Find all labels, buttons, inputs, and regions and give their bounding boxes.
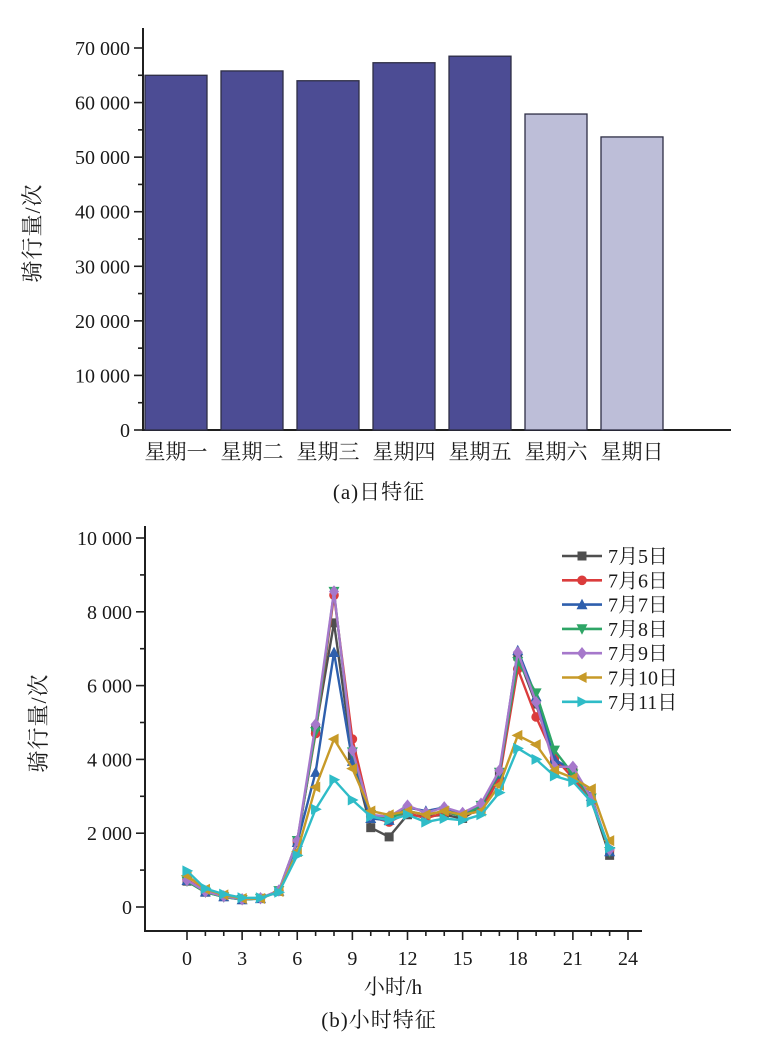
x-tick-label-b: 21 xyxy=(562,948,583,970)
x-tick-label-b: 15 xyxy=(452,948,473,970)
series-4 xyxy=(182,587,616,906)
x-label-5: 星期五 xyxy=(448,440,512,464)
y-tick-label-b: 10 000 xyxy=(77,528,132,550)
x-label-6: 星期六 xyxy=(524,440,588,464)
bar-chart-svg xyxy=(0,0,758,470)
axis-lines-b xyxy=(145,526,642,931)
series-line-4 xyxy=(187,592,610,900)
series-marker-7 xyxy=(311,804,322,815)
caption-a: (a)日特征 xyxy=(332,480,426,504)
x-tick-label-b: 18 xyxy=(507,948,528,970)
ticks-b xyxy=(136,538,628,940)
x-axis-title-b: 小时/h xyxy=(363,975,423,999)
legend-marker-7 xyxy=(577,696,588,707)
x-tick-label-b: 3 xyxy=(237,948,248,970)
bar-5 xyxy=(449,56,511,430)
x-tick-label-b: 12 xyxy=(397,948,418,970)
legend-item-6 xyxy=(562,668,678,690)
series-line-3 xyxy=(187,651,610,900)
caption-b: (b)小时特征 xyxy=(321,1008,437,1032)
legend-label-1: 7月5日 xyxy=(608,546,668,568)
x-label-2: 星期二 xyxy=(220,440,284,464)
legend-label-2: 7月6日 xyxy=(608,570,668,593)
bar-7 xyxy=(601,137,663,430)
legend-label-6: 7月10日 xyxy=(608,667,678,690)
x-tick-label-b: 6 xyxy=(292,948,303,970)
bar-3 xyxy=(297,81,359,430)
y-tick-label-a: 30 000 xyxy=(75,256,130,279)
bar-2 xyxy=(221,71,283,430)
series-line-2 xyxy=(187,595,610,899)
bars xyxy=(145,56,663,430)
x-label-7: 星期日 xyxy=(600,440,664,464)
legend-marker-2 xyxy=(577,576,587,586)
axes-b xyxy=(145,526,642,931)
y-tick-label-a: 50 000 xyxy=(75,147,130,170)
legend-item-1 xyxy=(562,546,668,568)
x-label-3: 星期三 xyxy=(296,440,360,464)
y-tick-label-b: 8 000 xyxy=(87,601,132,624)
legend-marker-1 xyxy=(578,552,587,561)
bar-1 xyxy=(145,75,207,430)
y-tick-label-a: 40 000 xyxy=(75,201,130,224)
bar-4 xyxy=(373,63,435,430)
y-tick-labels-b xyxy=(77,528,132,919)
legend-label-5: 7月9日 xyxy=(608,643,668,666)
y-tick-labels-a xyxy=(75,38,130,442)
x-tick-label-b: 9 xyxy=(347,948,358,970)
y-tick-label-a: 70 000 xyxy=(75,38,130,60)
x-tick-label-b: 24 xyxy=(618,948,638,970)
legend-label-4: 7月8日 xyxy=(608,618,668,641)
y-axis-title-a: 骑行量/次 xyxy=(20,183,45,283)
y-tick-label-a: 0 xyxy=(120,420,130,442)
y-tick-label-b: 4 000 xyxy=(87,749,132,772)
legend-item-5 xyxy=(562,643,668,665)
x-label-4: 星期四 xyxy=(372,440,436,464)
x-tick-label-b: 0 xyxy=(182,948,192,970)
x-labels-a xyxy=(145,440,664,464)
legend-item-7 xyxy=(562,692,677,714)
series-marker-1 xyxy=(366,823,375,832)
series-marker-1 xyxy=(385,832,394,841)
legend-marker-6 xyxy=(576,672,587,683)
series-group xyxy=(181,585,616,905)
legend-item-3 xyxy=(562,595,668,617)
bar-6 xyxy=(525,114,587,430)
y-tick-label-b: 2 000 xyxy=(87,823,132,846)
y-ticks-a xyxy=(134,48,143,430)
legend-label-3: 7月7日 xyxy=(608,594,668,617)
series-marker-6 xyxy=(530,739,541,750)
series-line-7 xyxy=(187,748,610,898)
series-line-1 xyxy=(187,623,610,900)
y-tick-label-a: 10 000 xyxy=(75,365,130,388)
y-tick-label-b: 0 xyxy=(122,897,132,919)
legend-item-2 xyxy=(562,570,668,592)
legend-item-4 xyxy=(562,619,668,641)
y-tick-label-a: 20 000 xyxy=(75,310,130,333)
y-tick-label-b: 6 000 xyxy=(87,675,132,698)
legend-marker-5 xyxy=(577,647,587,659)
series-line-5 xyxy=(187,592,610,900)
y-axis-title-b: 骑行量/次 xyxy=(26,673,51,773)
legend xyxy=(562,546,678,714)
legend-label-7: 7月11日 xyxy=(608,691,678,714)
x-tick-labels-b xyxy=(182,948,638,970)
line-chart-svg xyxy=(0,510,758,1010)
y-tick-label-a: 60 000 xyxy=(75,92,130,115)
x-label-1: 星期一 xyxy=(144,440,208,464)
